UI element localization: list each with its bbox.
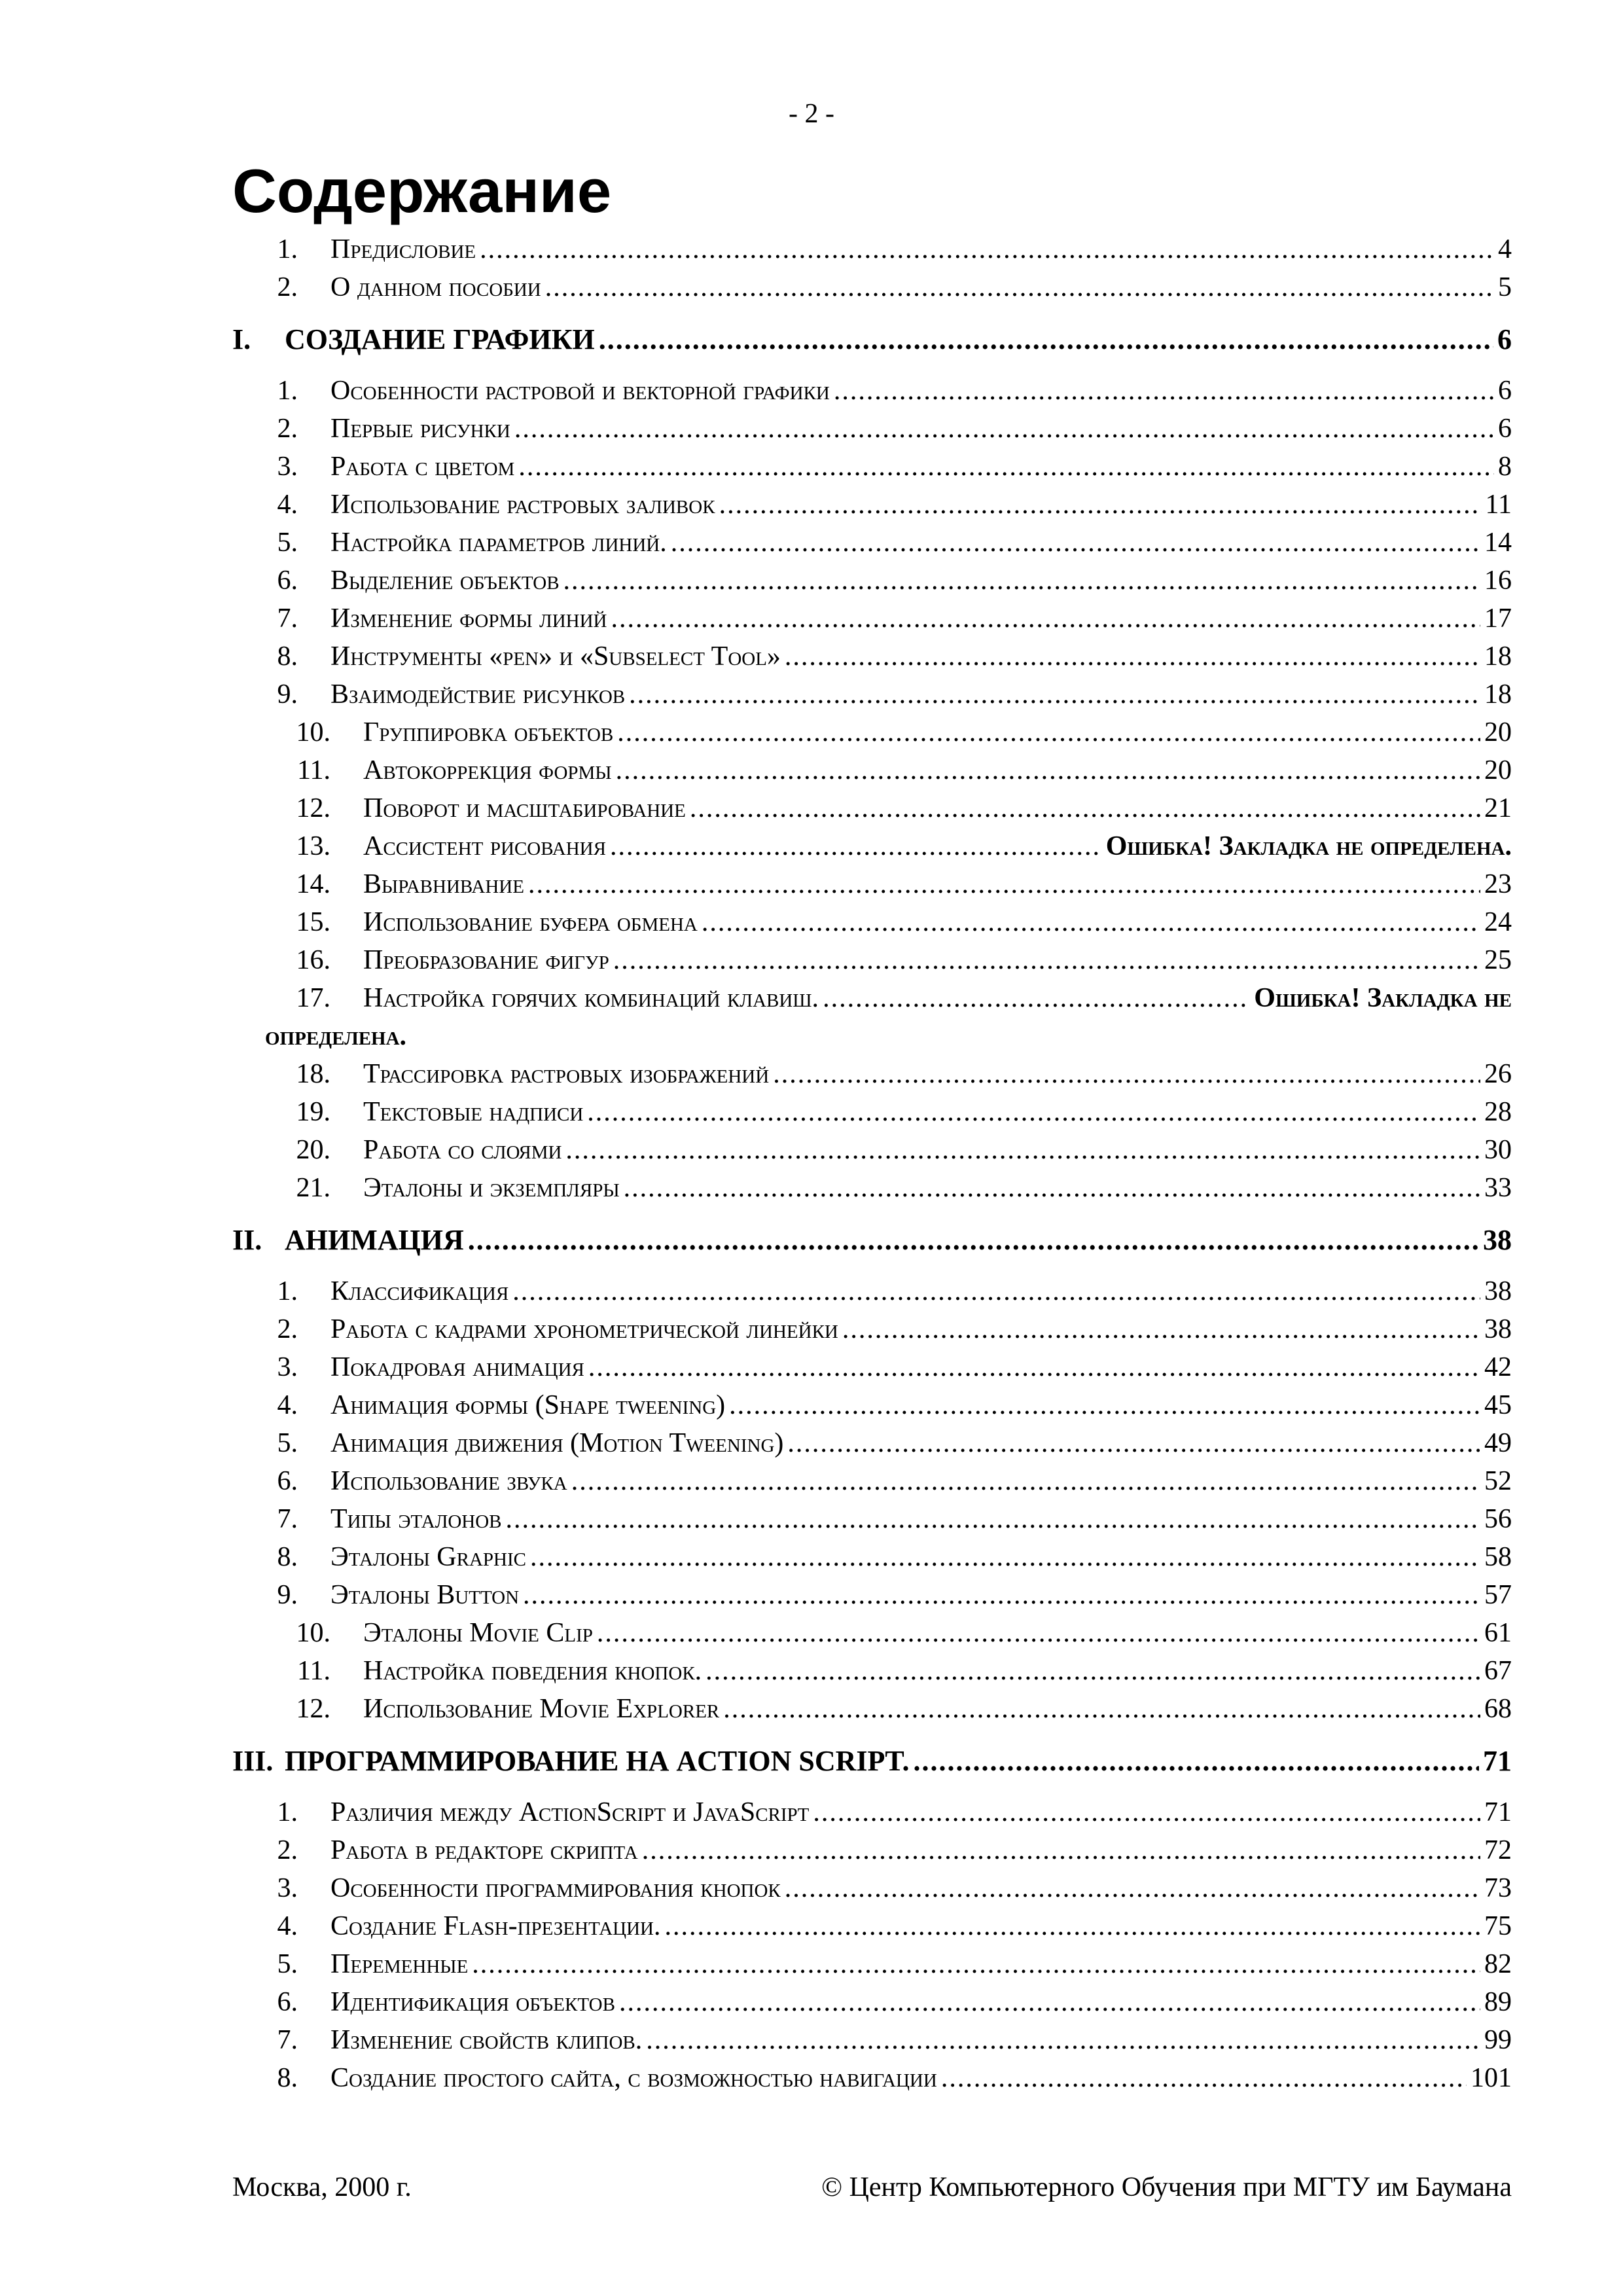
toc-entry[interactable] <box>232 1462 1512 1500</box>
entry-number: 6. <box>277 1466 298 1496</box>
toc-entry[interactable] <box>232 372 1512 410</box>
entry-page: 4 <box>1498 234 1512 264</box>
toc-entry[interactable] <box>232 268 1512 306</box>
entry-title: Покадровая анимация <box>330 1352 584 1382</box>
entry-page: 73 <box>1484 1873 1512 1903</box>
entry-page: 101 <box>1471 2063 1512 2093</box>
toc-entry[interactable] <box>232 865 1512 903</box>
toc-entry[interactable] <box>232 1310 1512 1348</box>
entry-title: Работа со слоями <box>363 1135 562 1165</box>
entry-number: 2. <box>277 272 298 302</box>
leader-dots <box>506 1500 1480 1538</box>
entry-number: 5. <box>277 1428 298 1458</box>
toc-entry[interactable] <box>232 1500 1512 1538</box>
entry-page: 67 <box>1484 1656 1512 1686</box>
bookmark-error-continuation: определена. <box>265 1021 407 1051</box>
entry-title: Создание Flash-презентации. <box>330 1911 661 1941</box>
leader-dots <box>823 979 1250 1017</box>
entry-page: 20 <box>1484 755 1512 785</box>
entry-number: 1. <box>277 234 298 264</box>
toc-entry[interactable] <box>232 1093 1512 1131</box>
footer <box>232 2172 1512 2203</box>
entry-title: Инструменты «pen» и «Subselect Tool» <box>330 641 781 672</box>
entry-number: 3. <box>277 1873 298 1903</box>
entry-number: 2. <box>277 414 298 444</box>
entry-title: Различия между ActionScript и JavaScript <box>330 1797 810 1827</box>
entry-title: Изменение формы линий <box>330 603 607 634</box>
toc-entry[interactable] <box>232 1614 1512 1652</box>
leader-dots <box>702 903 1480 941</box>
entry-title: Ассистент рисования <box>363 831 606 861</box>
entry-title: Работа с цветом <box>330 452 515 482</box>
entry-page: 61 <box>1484 1618 1512 1648</box>
entry-number: 8. <box>277 641 298 672</box>
entry-title: Работа в редакторе скрипта <box>330 1835 638 1865</box>
toc-entry[interactable] <box>232 1424 1512 1462</box>
entry-title: Особенности программирования кнопок <box>330 1873 781 1903</box>
section-2-list <box>232 1272 1512 1728</box>
leader-dots <box>646 2021 1480 2059</box>
entry-number: 4. <box>277 490 298 520</box>
entry-number: 4. <box>277 1911 298 1941</box>
toc-entry[interactable] <box>232 1169 1512 1207</box>
entry-page: 11 <box>1485 490 1512 520</box>
toc-entry[interactable] <box>232 1907 1512 1945</box>
bookmark-error: Ошибка! Закладка не <box>1254 983 1512 1013</box>
toc-entry[interactable] <box>232 1690 1512 1728</box>
leader-dots <box>611 600 1480 637</box>
leader-dots <box>545 268 1494 306</box>
leader-dots <box>528 865 1480 903</box>
toc-entry[interactable] <box>232 751 1512 789</box>
entry-number: 11. <box>297 1656 330 1686</box>
entry-page: 23 <box>1484 869 1512 899</box>
entry-title: Использование Movie Explorer <box>363 1694 720 1724</box>
leader-dots <box>690 789 1480 827</box>
leader-dots <box>785 1869 1480 1907</box>
entry-number: 16. <box>296 945 330 975</box>
toc-entry[interactable] <box>232 1348 1512 1386</box>
entry-title: Классификация <box>330 1276 509 1306</box>
entry-page: 49 <box>1484 1428 1512 1458</box>
entry-title: Настройка горячих комбинаций клавиш. <box>363 983 819 1013</box>
entry-number: 15. <box>296 907 330 937</box>
entry-page: 33 <box>1484 1173 1512 1203</box>
entry-page: 58 <box>1484 1542 1512 1572</box>
entry-page: 82 <box>1484 1949 1512 1979</box>
toc-entry[interactable] <box>232 448 1512 486</box>
entry-page: 45 <box>1484 1390 1512 1420</box>
entry-title: Выделение объектов <box>330 565 560 596</box>
toc-entry[interactable] <box>232 1386 1512 1424</box>
leader-dots <box>624 1169 1480 1207</box>
entry-page: 17 <box>1484 603 1512 634</box>
entry-title: Выравнивание <box>363 869 524 899</box>
section-page: 71 <box>1483 1745 1512 1777</box>
leader-dots <box>613 941 1480 979</box>
entry-page: 21 <box>1484 793 1512 823</box>
footer-city-year: Москва, 2000 г. <box>232 2172 412 2202</box>
toc-entry[interactable] <box>232 1831 1512 1869</box>
toc-entry[interactable] <box>232 486 1512 524</box>
entry-title: Идентификация объектов <box>330 1987 615 2017</box>
entry-page: 6 <box>1498 414 1512 444</box>
leader-dots <box>523 1576 1480 1614</box>
entry-title: Изменение свойств клипов. <box>330 2025 643 2055</box>
leader-dots <box>705 1652 1480 1690</box>
section-title: ПРОГРАММИРОВАНИЕ НА ACTION SCRIPT. <box>285 1745 910 1777</box>
toc-entry[interactable] <box>232 675 1512 713</box>
entry-number: 6. <box>277 565 298 596</box>
entry-page: 68 <box>1484 1694 1512 1724</box>
entry-page: 72 <box>1484 1835 1512 1865</box>
entry-title: Настройка поведения кнопок. <box>363 1656 702 1686</box>
toc-entry[interactable] <box>232 1869 1512 1907</box>
entry-number: 2. <box>277 1835 298 1865</box>
section-1-heading[interactable] <box>232 313 1512 367</box>
entry-title: Первые рисунки <box>330 414 510 444</box>
toc-entry[interactable] <box>232 410 1512 448</box>
entry-number: 5. <box>277 1949 298 1979</box>
section-title: СОЗДАНИЕ ГРАФИКИ <box>285 323 595 355</box>
entry-number: 4. <box>277 1390 298 1420</box>
toc-entry[interactable] <box>232 600 1512 637</box>
leader-dots <box>587 1093 1480 1131</box>
toc-entry[interactable] <box>232 789 1512 827</box>
entry-number: 2. <box>277 1314 298 1344</box>
entry-number: 12. <box>296 793 330 823</box>
toc-entry[interactable] <box>232 562 1512 600</box>
entry-number: 6. <box>277 1987 298 2017</box>
entry-page: 18 <box>1484 641 1512 672</box>
entry-page: 28 <box>1484 1097 1512 1127</box>
leader-dots <box>514 410 1494 448</box>
toc-entry[interactable] <box>232 1272 1512 1310</box>
entry-number: 5. <box>277 528 298 558</box>
entry-page: 38 <box>1484 1276 1512 1306</box>
section-1-list <box>232 372 1512 1207</box>
leader-dots <box>834 372 1494 410</box>
toc-entry[interactable] <box>232 827 1512 865</box>
section-number: III. <box>232 1745 274 1777</box>
entry-page: 71 <box>1484 1797 1512 1827</box>
leader-dots <box>599 313 1493 367</box>
leader-dots <box>571 1462 1480 1500</box>
entry-number: 10. <box>296 1618 330 1648</box>
entry-number: 17. <box>296 983 330 1013</box>
entry-title: Преобразование фигур <box>363 945 609 975</box>
entry-title: Типы эталонов <box>330 1504 502 1534</box>
entry-number: 7. <box>277 1504 298 1534</box>
entry-number: 19. <box>296 1097 330 1127</box>
leader-dots <box>619 1983 1480 2021</box>
leader-dots <box>472 1945 1480 1983</box>
leader-dots <box>664 1907 1480 1945</box>
toc-entry[interactable] <box>232 1576 1512 1614</box>
toc-entry[interactable] <box>232 230 1512 268</box>
page-title: Содержание <box>232 156 612 225</box>
toc-entry[interactable] <box>232 1983 1512 2021</box>
entry-page: 42 <box>1484 1352 1512 1382</box>
toc-entry[interactable] <box>232 524 1512 562</box>
entry-number: 10. <box>296 717 330 747</box>
leader-dots <box>842 1310 1480 1348</box>
entry-number: 9. <box>277 1580 298 1610</box>
entry-title: Эталоны и экземпляры <box>363 1173 620 1203</box>
section-number: II. <box>232 1224 262 1256</box>
entry-title: Особенности растровой и векторной графики <box>330 376 830 406</box>
entry-title: Использование звука <box>330 1466 567 1496</box>
entry-number: 9. <box>277 679 298 709</box>
entry-number: 8. <box>277 1542 298 1572</box>
leader-dots <box>941 2059 1467 2097</box>
leader-dots <box>617 713 1480 751</box>
leader-dots <box>773 1055 1480 1093</box>
entry-title: Эталоны Graphic <box>330 1542 526 1572</box>
section-3-list <box>232 1793 1512 2097</box>
entry-page: 52 <box>1484 1466 1512 1496</box>
entry-title: Эталоны Button <box>330 1580 520 1610</box>
entry-page: 57 <box>1484 1580 1512 1610</box>
entry-title: Анимация движения (Motion Tweening) <box>330 1428 784 1458</box>
leader-dots <box>565 1131 1480 1169</box>
entry-number: 18. <box>296 1059 330 1089</box>
toc-entry[interactable] <box>232 637 1512 675</box>
entry-title: Эталоны Movie Clip <box>363 1618 593 1648</box>
bookmark-error: Ошибка! Закладка не определена. <box>1105 831 1512 861</box>
leader-dots <box>723 1690 1480 1728</box>
leader-dots <box>588 1348 1480 1386</box>
leader-dots <box>719 486 1482 524</box>
entry-page: 38 <box>1484 1314 1512 1344</box>
entry-number: 7. <box>277 2025 298 2055</box>
entry-page: 14 <box>1484 528 1512 558</box>
preface-list <box>232 230 1512 306</box>
entry-title: О данном пособии <box>330 272 541 302</box>
entry-page: 16 <box>1484 565 1512 596</box>
section-page: 6 <box>1497 323 1512 355</box>
entry-title: Использование растровых заливок <box>330 490 715 520</box>
entry-number: 11. <box>297 755 330 785</box>
entry-page: 89 <box>1484 1987 1512 2017</box>
entry-title: Анимация формы (Shape tweening) <box>330 1390 726 1420</box>
entry-number: 14. <box>296 869 330 899</box>
toc-entry[interactable] <box>232 2021 1512 2059</box>
toc-entry[interactable] <box>232 1538 1512 1576</box>
entry-page: 6 <box>1498 376 1512 406</box>
leader-dots <box>610 827 1102 865</box>
entry-number: 1. <box>277 1276 298 1306</box>
toc-entry[interactable] <box>232 1131 1512 1169</box>
entry-title: Группировка объектов <box>363 717 614 747</box>
leader-dots <box>813 1793 1480 1831</box>
leader-dots <box>597 1614 1480 1652</box>
entry-page: 30 <box>1484 1135 1512 1165</box>
toc-entry[interactable] <box>232 713 1512 751</box>
leader-dots <box>468 1213 1479 1267</box>
entry-title: Трассировка растровых изображений <box>363 1059 770 1089</box>
entry-number: 12. <box>296 1694 330 1724</box>
entry-number: 13. <box>296 831 330 861</box>
leader-dots <box>914 1734 1480 1788</box>
toc-entry[interactable] <box>232 941 1512 979</box>
entry-number: 3. <box>277 1352 298 1382</box>
entry-page: 8 <box>1498 452 1512 482</box>
entry-page: 18 <box>1484 679 1512 709</box>
toc-entry[interactable] <box>232 1055 1512 1093</box>
page-number: - 2 - <box>789 99 834 129</box>
section-2-heading[interactable] <box>232 1213 1512 1267</box>
entry-page: 26 <box>1484 1059 1512 1089</box>
toc-entry[interactable] <box>232 1945 1512 1983</box>
entry-title: Предисловие <box>330 234 476 264</box>
entry-title: Взаимодействие рисунков <box>330 679 626 709</box>
table-of-contents <box>232 230 1512 2097</box>
leader-dots <box>671 524 1480 562</box>
toc-entry[interactable] <box>232 2059 1512 2097</box>
toc-entry[interactable] <box>232 903 1512 941</box>
entry-title: Использование буфера обмена <box>363 907 698 937</box>
section-title: АНИМАЦИЯ <box>285 1224 464 1256</box>
entry-title: Создание простого сайта, с возможностью навигации <box>330 2063 937 2093</box>
leader-dots <box>629 675 1480 713</box>
footer-copyright: © Центр Компьютерного Обучения при МГТУ им Баумана <box>821 2172 1512 2202</box>
entry-page: 20 <box>1484 717 1512 747</box>
entry-page: 56 <box>1484 1504 1512 1534</box>
leader-dots <box>729 1386 1480 1424</box>
toc-entry[interactable] <box>232 1793 1512 1831</box>
entry-number: 3. <box>277 452 298 482</box>
leader-dots <box>787 1424 1480 1462</box>
leader-dots <box>530 1538 1480 1576</box>
entry-page: 5 <box>1498 272 1512 302</box>
entry-number: 20. <box>296 1135 330 1165</box>
section-number: I. <box>232 323 251 355</box>
leader-dots <box>518 448 1494 486</box>
toc-entry[interactable] <box>232 1652 1512 1690</box>
leader-dots <box>642 1831 1480 1869</box>
leader-dots <box>563 562 1480 600</box>
entry-title: Настройка параметров линий. <box>330 528 667 558</box>
leader-dots <box>616 751 1480 789</box>
entry-page: 75 <box>1484 1911 1512 1941</box>
entry-title: Текстовые надписи <box>363 1097 584 1127</box>
entry-number: 1. <box>277 1797 298 1827</box>
leader-dots <box>785 637 1480 675</box>
leader-dots <box>512 1272 1480 1310</box>
entry-page: 99 <box>1484 2025 1512 2055</box>
entry-page: 25 <box>1484 945 1512 975</box>
entry-number: 21. <box>296 1173 330 1203</box>
entry-title: Переменные <box>330 1949 469 1979</box>
toc-entry[interactable] <box>232 979 1512 1017</box>
leader-dots <box>480 230 1494 268</box>
entry-number: 1. <box>277 376 298 406</box>
section-page: 38 <box>1483 1224 1512 1256</box>
entry-title: Работа с кадрами хронометрической линейки <box>330 1314 838 1344</box>
section-3-heading[interactable] <box>232 1734 1512 1788</box>
entry-title: Автокоррекция формы <box>363 755 612 785</box>
entry-number: 7. <box>277 603 298 634</box>
entry-title: Поворот и масштабирование <box>363 793 686 823</box>
entry-number: 8. <box>277 2063 298 2093</box>
entry-page: 24 <box>1484 907 1512 937</box>
